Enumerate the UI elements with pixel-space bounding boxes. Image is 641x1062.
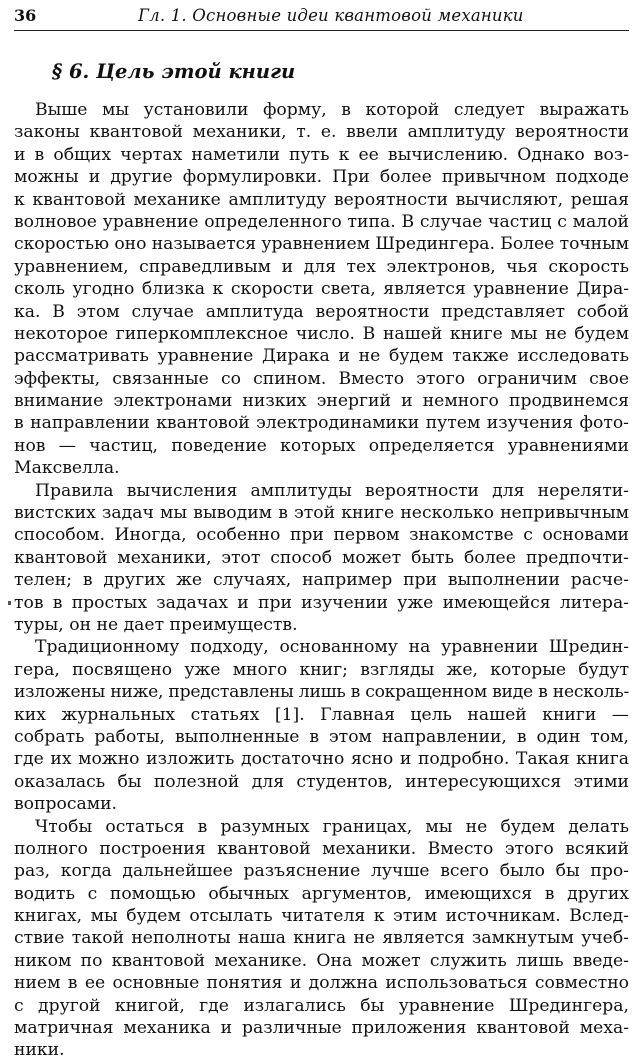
text-line: в направлении квантовой электродинамики путем изучения фото- — [14, 413, 629, 434]
text-line: сколь угодно близка к скорости света, является уравнение Дира- — [14, 279, 629, 300]
text-line: раз, когда дальнейшее разъяснение лучше всего было бы про- — [14, 861, 629, 882]
text-line: изложены ниже, представлены лишь в сокращенном виде в несколь- — [14, 682, 629, 703]
text-line: уравнением, справедливым и для тех электронов, чья скорость — [14, 256, 629, 277]
paragraph — [14, 480, 629, 637]
paragraph — [14, 636, 629, 815]
paragraph — [14, 816, 629, 1062]
text-line: водить с помощью обычных аргументов, имеющихся в других — [14, 883, 629, 904]
text-line: нием в ее основные понятия и должна использоваться совместно — [14, 973, 629, 994]
text-line: можны и другие формулировки. При более привычном подходе — [14, 167, 629, 188]
text-line: некоторое гиперкомплексное число. В нашей книге мы не будем — [14, 323, 629, 344]
running-header — [14, 4, 629, 31]
book-page — [14, 0, 629, 1061]
text-line: Чтобы остаться в разумных границах, мы не будем делать — [35, 816, 629, 837]
text-line: книгах, мы будем отсылать читателя к этим источникам. Вслед- — [14, 906, 629, 927]
page-number: 36 — [14, 6, 37, 25]
text-line: ких журнальных статьях [1]. Главная цель нашей книги — — [14, 704, 629, 725]
text-line: собрать работы, выполненные в этом направлении, в один том, — [14, 726, 629, 747]
text-line: ники. — [14, 1040, 65, 1061]
text-line: матричная механика и различные приложения квантовой меха- — [14, 1018, 629, 1039]
text-line: вопросами. — [14, 794, 117, 815]
text-line: полного построения квантовой механики. Вместо этого всякий — [14, 838, 629, 859]
text-line: Максвелла. — [14, 458, 120, 479]
margin-mark — [8, 601, 11, 605]
text-line: способом. Иногда, особенно при первом знакомстве с основами — [14, 525, 629, 546]
text-line: где их можно изложить достаточно ясно и подробно. Такая книга — [14, 749, 629, 770]
text-line: рассматривать уравнение Дирака и не будем также исследовать — [14, 346, 629, 367]
text-line: вистских задач мы выводим в этой книге несколько непривычным — [14, 503, 629, 524]
text-line: ствие такой неполноты наша книга не является замкнутым учеб- — [14, 928, 629, 949]
paragraph — [14, 99, 629, 480]
text-line: и в общих чертах наметили путь к ее вычислению. Однако воз- — [14, 144, 629, 165]
chapter-title: Гл. 1. Основные идеи квантовой механики — [138, 6, 524, 25]
text-line: законы квантовой механики, т. е. ввели амплитуду вероятности — [14, 122, 629, 143]
text-line: с другой книгой, где излагались бы уравнение Шредингера, — [14, 995, 629, 1016]
text-line: гера, посвящено уже много книг; взгляды же, которые будут — [14, 659, 629, 680]
text-line: к квантовой механике амплитуду вероятности вычисляют, решая — [14, 189, 629, 210]
text-line: Правила вычисления амплитуды вероятности для нереляти- — [35, 480, 629, 501]
text-line: нов — частиц, поведение которых определяется уравнениями — [14, 435, 629, 456]
text-line: телен; в других же случаях, например при выполнении расче- — [14, 570, 629, 591]
text-line: Традиционному подходу, основанному на уравнении Шредин- — [35, 637, 629, 658]
text-line: скоростью оно называется уравнением Шредингера. Более точным — [14, 234, 629, 255]
body-text — [14, 99, 629, 1062]
text-line: оказалась бы полезной для студентов, интересующихся этими — [14, 771, 629, 792]
text-line: ником по квантовой механике. Она может служить лишь введе- — [14, 950, 629, 971]
text-line: Выше мы установили форму, в которой следует выражать — [35, 100, 629, 120]
text-line: тов в простых задачах и при изучении уже имеющейся литера- — [14, 592, 629, 613]
text-line: волновое уравнение определенного типа. В случае частиц с малой — [14, 211, 629, 232]
text-line: квантовой механики, этот способ может быть более предпочти- — [14, 547, 629, 568]
section-heading: § 6. Цель этой книги — [52, 60, 296, 83]
text-line: туры, он не дает преимуществ. — [14, 614, 298, 635]
text-line: эффекты, связанные со спином. Вместо этого ограничим свое — [14, 368, 629, 389]
text-line: внимание электронами низких энергий и немного продвинемся — [14, 391, 629, 412]
text-line: ка. В этом случае амплитуда вероятности представляет собой — [14, 301, 629, 322]
